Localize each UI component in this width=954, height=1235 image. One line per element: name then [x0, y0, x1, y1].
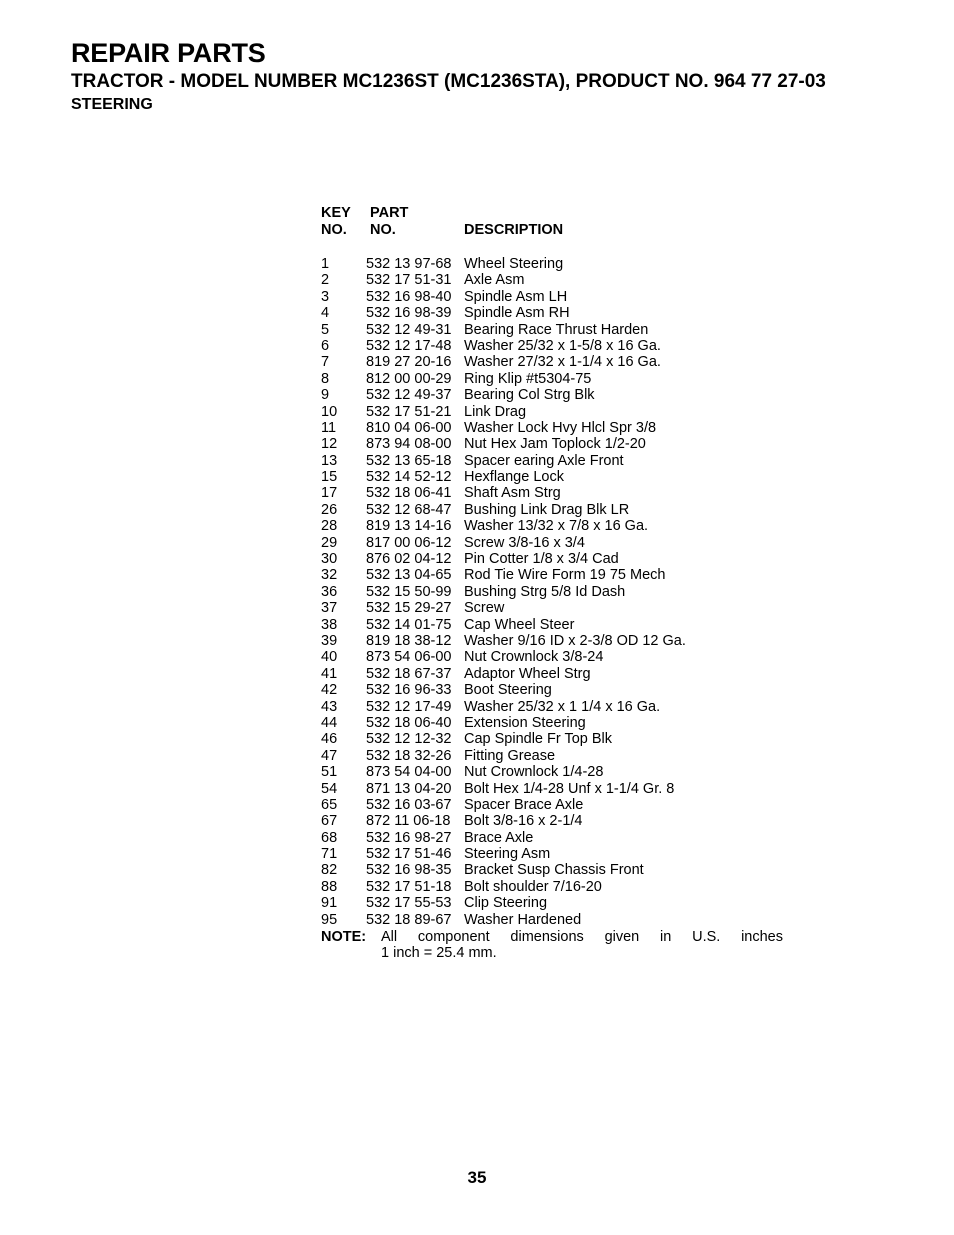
description-cell: Axle Asm: [464, 272, 525, 289]
part-no-cell: 532 15 50-99: [366, 583, 452, 600]
model-subtitle: TRACTOR - MODEL NUMBER MC1236ST (MC1236STA), PRODUCT NO. 964 77 27-03: [71, 71, 826, 92]
part-no-cell: 812 00 00-29: [366, 370, 452, 387]
description-cell: Extension Steering: [464, 714, 586, 731]
key-no-cell: 82: [321, 862, 338, 879]
part-no-cell: 532 12 49-37: [366, 387, 452, 404]
key-no-header-line2: NO.: [321, 222, 347, 238]
description-cell: Spacer earing Axle Front: [464, 452, 624, 469]
description-cell: Screw: [464, 600, 505, 617]
part-no-cell: 532 12 12-32: [366, 731, 452, 748]
description-cell: Bolt Hex 1/4-28 Unf x 1-1/4 Gr. 8: [464, 780, 675, 797]
part-no-cell: 532 18 06-41: [366, 485, 452, 502]
description-cell: Nut Crownlock 3/8-24: [464, 649, 604, 666]
part-no-cell: 876 02 04-12: [366, 551, 452, 568]
key-no-cell: 54: [321, 780, 338, 797]
part-no-cell: 819 18 38-12: [366, 632, 452, 649]
page-number: 35: [467, 1168, 487, 1187]
part-no-cell: 532 16 98-27: [366, 829, 452, 846]
part-no-cell: 532 17 51-21: [366, 403, 452, 420]
part-no-cell: 532 16 98-39: [366, 305, 452, 322]
description-cell: Nut Hex Jam Toplock 1/2-20: [464, 436, 646, 453]
description-cell: Bolt shoulder 7/16-20: [464, 878, 602, 895]
description-header: DESCRIPTION: [464, 222, 564, 238]
description-cell: Wheel Steering: [464, 256, 564, 272]
description-cell: Pin Cotter 1/8 x 3/4 Cad: [464, 551, 619, 568]
description-cell: Cap Spindle Fr Top Blk: [464, 731, 613, 748]
part-no-cell: 810 04 06-00: [366, 419, 452, 436]
description-cell: Bracket Susp Chassis Front: [464, 862, 644, 879]
part-no-cell: 532 16 03-67: [366, 796, 452, 813]
description-cell: Boot Steering: [464, 682, 552, 699]
key-no-cell: 88: [321, 878, 338, 895]
key-no-cell: 30: [321, 551, 338, 568]
key-no-cell: 6: [321, 337, 330, 354]
description-cell: Spindle Asm RH: [464, 305, 570, 322]
key-no-cell: 41: [321, 665, 338, 682]
part-no-cell: 819 13 14-16: [366, 518, 452, 535]
part-no-cell: 532 17 51-18: [366, 878, 452, 895]
part-no-cell: 532 12 17-48: [366, 337, 452, 354]
part-no-cell: 532 18 89-67: [366, 911, 452, 928]
section-heading: STEERING: [71, 96, 153, 113]
part-no-cell: 873 94 08-00: [366, 436, 452, 453]
description-cell: Steering Asm: [464, 846, 551, 863]
description-cell: Bearing Race Thrust Harden: [464, 321, 649, 338]
part-no-cell: 532 18 06-40: [366, 714, 452, 731]
key-no-cell: 44: [321, 714, 338, 731]
key-no-cell: 28: [321, 518, 338, 535]
key-no-cell: 10: [321, 403, 338, 420]
key-no-cell: 29: [321, 534, 338, 551]
part-no-header-line2: NO.: [370, 222, 396, 238]
part-no-cell: 532 17 51-46: [366, 846, 452, 863]
part-no-cell: 871 13 04-20: [366, 780, 452, 797]
description-cell: Washer 25/32 x 1-5/8 x 16 Ga.: [464, 337, 661, 354]
key-no-cell: 12: [321, 436, 338, 453]
description-cell: Washer 25/32 x 1 1/4 x 16 Ga.: [464, 698, 661, 715]
part-no-cell: 532 13 65-18: [366, 452, 452, 469]
key-no-cell: 43: [321, 698, 338, 715]
part-no-cell: 872 11 06-18: [366, 813, 451, 830]
key-no-cell: 51: [321, 764, 338, 781]
key-no-cell: 5: [321, 321, 330, 338]
key-no-cell: 17: [321, 485, 338, 502]
description-cell: Washer 27/32 x 1-1/4 x 16 Ga.: [464, 354, 661, 371]
key-no-cell: 32: [321, 567, 338, 584]
description-cell: Clip Steering: [464, 895, 548, 912]
key-no-cell: 7: [321, 354, 330, 371]
description-cell: Nut Crownlock 1/4-28: [464, 764, 604, 781]
part-no-cell: 532 17 51-31: [366, 272, 452, 289]
note-text-line1: All component dimensions given in U.S. inches: [381, 929, 783, 945]
part-no-header-line1: PART: [370, 205, 409, 221]
key-no-header-line1: KEY: [321, 205, 351, 221]
description-cell: Screw 3/8-16 x 3/4: [464, 534, 585, 551]
description-cell: Bearing Col Strg Blk: [464, 387, 595, 404]
description-cell: Cap Wheel Steer: [464, 616, 575, 633]
description-cell: Ring Klip #t5304-75: [464, 370, 592, 387]
description-cell: Rod Tie Wire Form 19 75 Mech: [464, 567, 666, 584]
part-no-cell: 532 18 32-26: [366, 747, 452, 764]
part-no-cell: 532 12 49-31: [366, 321, 452, 338]
description-cell: Hexflange Lock: [464, 469, 564, 486]
description-cell: Washer 13/32 x 7/8 x 16 Ga.: [464, 518, 649, 535]
description-cell: Spindle Asm LH: [464, 288, 568, 305]
key-no-cell: 68: [321, 829, 338, 846]
part-no-cell: 532 18 67-37: [366, 665, 452, 682]
description-cell: Fitting Grease: [464, 747, 556, 764]
key-no-cell: 2: [321, 272, 330, 289]
key-no-cell: 46: [321, 731, 338, 748]
key-no-cell: 13: [321, 452, 338, 469]
description-cell: Brace Axle: [464, 829, 534, 846]
part-no-cell: 532 16 96-33: [366, 682, 452, 699]
key-no-cell: 37: [321, 600, 338, 617]
part-no-cell: 532 14 01-75: [366, 616, 452, 633]
description-cell: Adaptor Wheel Strg: [464, 665, 591, 682]
note-text-line2: 1 inch = 25.4 mm.: [381, 945, 497, 961]
description-cell: Washer Hardened: [464, 911, 582, 928]
part-no-cell: 532 16 98-35: [366, 862, 452, 879]
part-no-cell: 817 00 06-12: [366, 534, 452, 551]
key-no-cell: 15: [321, 469, 338, 486]
part-no-cell: 532 14 52-12: [366, 469, 452, 486]
key-no-cell: 39: [321, 632, 338, 649]
description-cell: Link Drag: [464, 403, 527, 420]
key-no-cell: 36: [321, 583, 338, 600]
key-no-cell: 1: [321, 256, 330, 272]
key-no-cell: 95: [321, 911, 338, 928]
key-no-cell: 9: [321, 387, 330, 404]
key-no-cell: 42: [321, 682, 338, 699]
key-no-cell: 3: [321, 288, 330, 305]
page-title: REPAIR PARTS: [71, 38, 266, 68]
part-no-cell: 532 17 55-53: [366, 895, 452, 912]
key-no-cell: 47: [321, 747, 338, 764]
description-cell: Spacer Brace Axle: [464, 796, 584, 813]
key-no-cell: 8: [321, 370, 330, 387]
description-cell: Bushing Link Drag Blk LR: [464, 501, 630, 518]
description-cell: Bushing Strg 5/8 Id Dash: [464, 583, 626, 600]
part-no-cell: 532 16 98-40: [366, 288, 452, 305]
note-label: NOTE:: [321, 929, 367, 945]
key-no-cell: 71: [321, 846, 338, 863]
part-no-cell: 873 54 04-00: [366, 764, 452, 781]
key-no-cell: 91: [321, 895, 338, 912]
part-no-cell: 532 12 17-49: [366, 698, 452, 715]
part-no-cell: 532 12 68-47: [366, 501, 452, 518]
key-no-cell: 4: [321, 305, 330, 322]
description-cell: Washer 9/16 ID x 2-3/8 OD 12 Ga.: [464, 632, 686, 649]
part-no-cell: 532 15 29-27: [366, 600, 452, 617]
key-no-cell: 67: [321, 813, 338, 830]
key-no-cell: 40: [321, 649, 338, 666]
key-no-cell: 65: [321, 796, 338, 813]
part-no-cell: 819 27 20-16: [366, 354, 452, 371]
part-no-cell: 532 13 97-68: [366, 256, 452, 272]
key-no-cell: 38: [321, 616, 338, 633]
key-no-cell: 11: [321, 419, 337, 436]
description-cell: Bolt 3/8-16 x 2-1/4: [464, 813, 583, 830]
part-no-cell: 532 13 04-65: [366, 567, 452, 584]
key-no-cell: 26: [321, 501, 338, 518]
description-cell: Shaft Asm Strg: [464, 485, 561, 502]
description-cell: Washer Lock Hvy Hlcl Spr 3/8: [464, 419, 657, 436]
part-no-cell: 873 54 06-00: [366, 649, 452, 666]
